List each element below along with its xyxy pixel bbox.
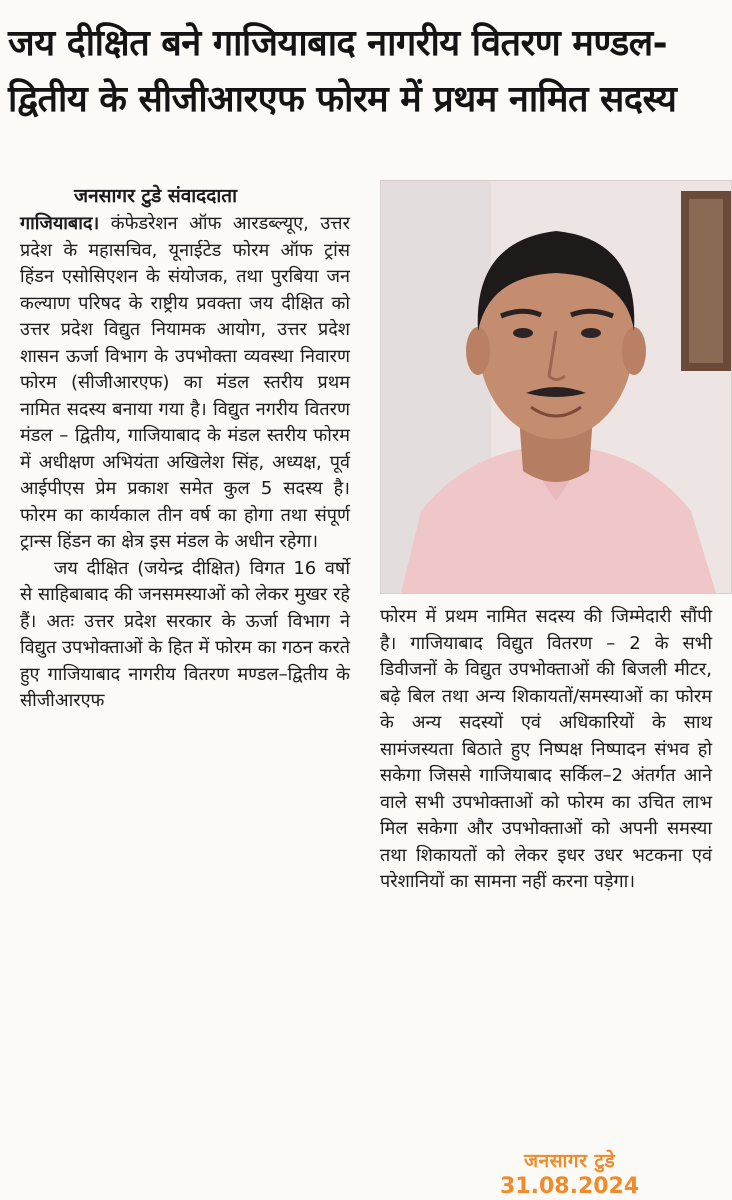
- headline-line-1: जय दीक्षित बने गाजियाबाद नागरीय वितरण मण्डल-: [8, 23, 668, 64]
- article-paragraph-2: जय दीक्षित (जयेन्द्र दीक्षित) विगत 16 वर्षो से साहिबाबाद की जनसमस्याओं को लेकर मुखर रहे हैं। अतः उत्तर प्रदेश सरकार के ऊर्जा विभाग ने विद्युत उपभोक्ताओं के हित में फोरम का गठन करते हुए गाजियाबाद नागरीय वितरण मण्डल–द्वितीय के सीजीआरएफ: [20, 557, 350, 711]
- article-paragraph-3: फोरम में प्रथम नामित सदस्य की जिम्मेदारी सौंपी है। गाजियाबाद विद्युत वितरण – 2 के सभी डिवीजनों के विद्युत उपभोक्ताओं की बिजली मीटर, बढ़े बिल तथा अन्य शिकायतों/समस्याओं का फोरम के अन्य सदस्यों एवं अधिकारियों के साथ सामंजस्यता बिठाते हुए निष्पक्ष निष्पादन संभव हो सकेगा जिससे गाजियाबाद सर्किल–2 अंतर्गत आने वाले सभी उपभोक्ताओं को फोरम का उचित लाभ मिल सकेगा और उपभोक्ताओं को अपनी समस्या तथा शिकायतों को लेकर इधर उधर भटकना एवं परेशानियों का सामना नहीं करना पड़ेगा।: [380, 606, 712, 892]
- stamp-date: 31.08.2024: [500, 1174, 640, 1199]
- portrait-photo: [380, 180, 732, 594]
- dateline: गाजियाबाद।: [20, 213, 100, 234]
- headline: [8, 16, 724, 128]
- headline-line-2: द्वितीय के सीजीआरएफ फोरम में प्रथम नामित सदस्य: [8, 79, 677, 120]
- left-column: [20, 211, 350, 715]
- portrait-illustration: [381, 181, 731, 593]
- paragraph-1-text: कंफेडरेशन ऑफ आरडब्ल्यूए, उत्तर प्रदेश के महासचिव, यूनाईटेड फोरम ऑफ ट्रांस हिंडन एसोसिएशन के संयोजक, तथा पुरबिया जन कल्याण परिषद के राष्ट्रीय प्रवक्ता जय दीक्षित को उत्तर प्रदेश विद्युत नियामक आयोग, उत्तर प्रदेश शासन ऊर्जा विभाग के उपभोक्ता व्यवस्था निवारण फोरम (सीजीआरएफ) का मंडल स्तरीय प्रथम नामित सदस्य बनाया गया है। विद्युत नगरीय वितरण मंडल – द्वितीय, गाजियाबाद के मंडल स्तरीय फोरम में अधीक्षण अभियंता अखिलेश सिंह, अध्यक्ष, पूर्व आईपीएस प्रेम प्रकाश समेत कुल 5 सदस्य है। फोरम का कार्यकाल तीन वर्ष का होगा तथा संपूर्ण ट्रान्स हिंडन का क्षेत्र इस मंडल के अधीन रहेगा।: [20, 213, 350, 552]
- newspaper-stamp: [500, 1148, 639, 1200]
- right-column: [380, 604, 712, 896]
- stamp-paper-name: जनसागर टुडे: [523, 1150, 616, 1172]
- byline: जनसागर टुडे संवाददाता: [74, 185, 238, 207]
- article-paragraph-1: [20, 211, 350, 556]
